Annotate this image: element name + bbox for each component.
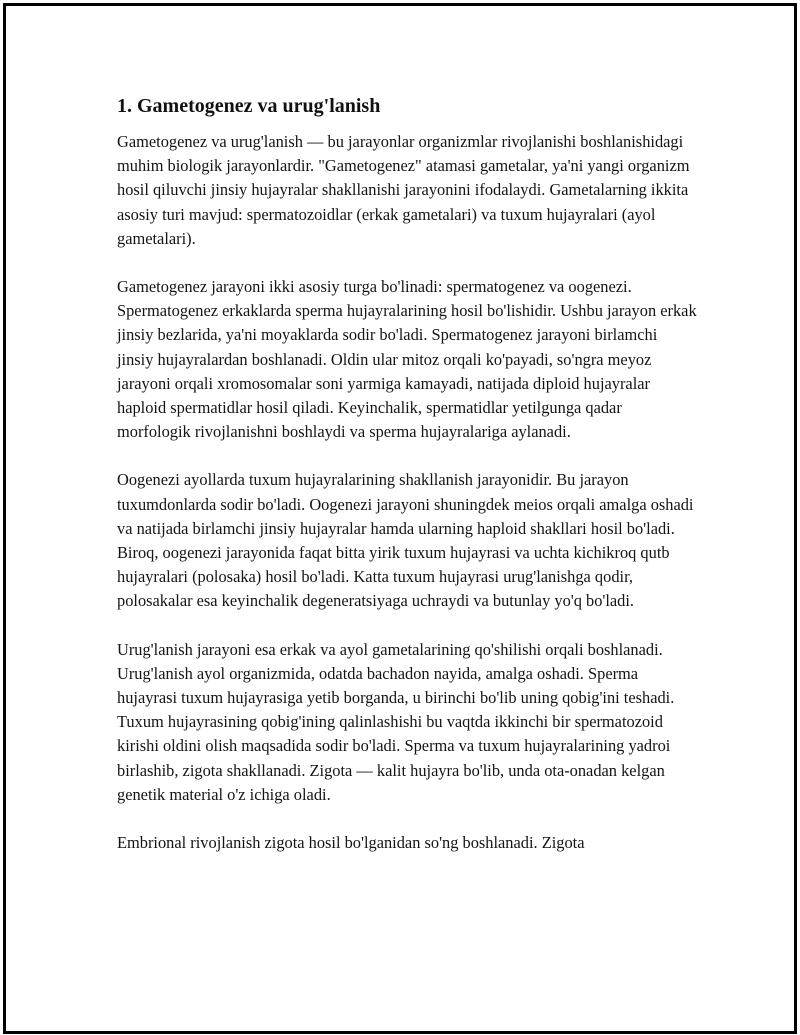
section-title: 1. Gametogenez va urug'lanish: [117, 95, 381, 117]
document-body: [117, 92, 697, 879]
paragraph-5: Embrional rivojlanish zigota hosil bo'lganidan so'ng boshlanadi. Zigota: [117, 833, 585, 853]
paragraph-1: Gametogenez va urug'lanish — bu jarayonlar organizmlar rivojlanishi boshlanishidagi muhim biologik jarayonlardir. "Gametogenez" atamasi gametalar, ya'ni yangi organizm hosil qiluvchi jinsiy hujayralar shakllanishi jarayonini ifodalaydi. Gametalarning ikkita asosiy turi mavjud: spermatozoidlar (erkak gametalari) va tuxum hujayralari (ayol gametalari).: [117, 132, 690, 248]
paragraph-3: Oogenezi ayollarda tuxum hujayralarining shakllanish jarayonidir. Bu jarayon tuxumdonlarda sodir bo'ladi. Oogenezi jarayoni shuningdek meios orqali amalga oshadi va natijada birlamchi jinsiy hujayralar hamda ularning haploid shakllari hosil bo'ladi. Biroq, oogenezi jarayonida faqat bitta yirik tuxum hujayrasi va uchta kichikroq qutb hujayralari (polosaka) hosil bo'ladi. Katta tuxum hujayrasi urug'lanishga qodir, polosakalar esa keyinchalik degeneratsiyaga uchraydi va butunlay yo'q bo'ladi.: [117, 470, 694, 611]
paragraph-4: Urug'lanish jarayoni esa erkak va ayol gametalarining qo'shilishi orqali boshlanadi. Urug'lanish ayol organizmida, odatda bachadon nayida, amalga oshadi. Sperma hujayrasi tuxum hujayrasiga yetib borganda, u birinchi bo'lib uning qobig'ini teshadi. Tuxum hujayrasining qobig'ining qalinlashishi bu vaqtda ikkinchi bir spermatozoid kirishi oldini olish maqsadida sodir bo'ladi. Sperma va tuxum hujayralarining yadroi birlashib, zigota shakllanadi. Zigota — kalit hujayra bo'lib, unda ota-onadan kelgan genetik material o'z ichiga oladi.: [117, 639, 675, 804]
paragraph-2: Gametogenez jarayoni ikki asosiy turga bo'linadi: spermatogenez va oogenezi. Spermatogenez erkaklarda sperma hujayralarining hosil bo'lishidir. Ushbu jarayon erkak jinsiy bezlarida, ya'ni moyaklarda sodir bo'ladi. Spermatogenez jarayoni birlamchi jinsiy hujayralardan boshlanadi. Oldin ular mitoz orqali ko'payadi, so'ngra meyoz jarayoni orqali xromosomalar soni yarmiga kamayadi, natijada diploid hujayralar haploid spermatidlar hosil qiladi. Keyinchalik, spermatidlar yetilgunga qadar morfologik rivojlanishni boshlaydi va sperma hujayralariga aylanadi.: [117, 277, 697, 442]
